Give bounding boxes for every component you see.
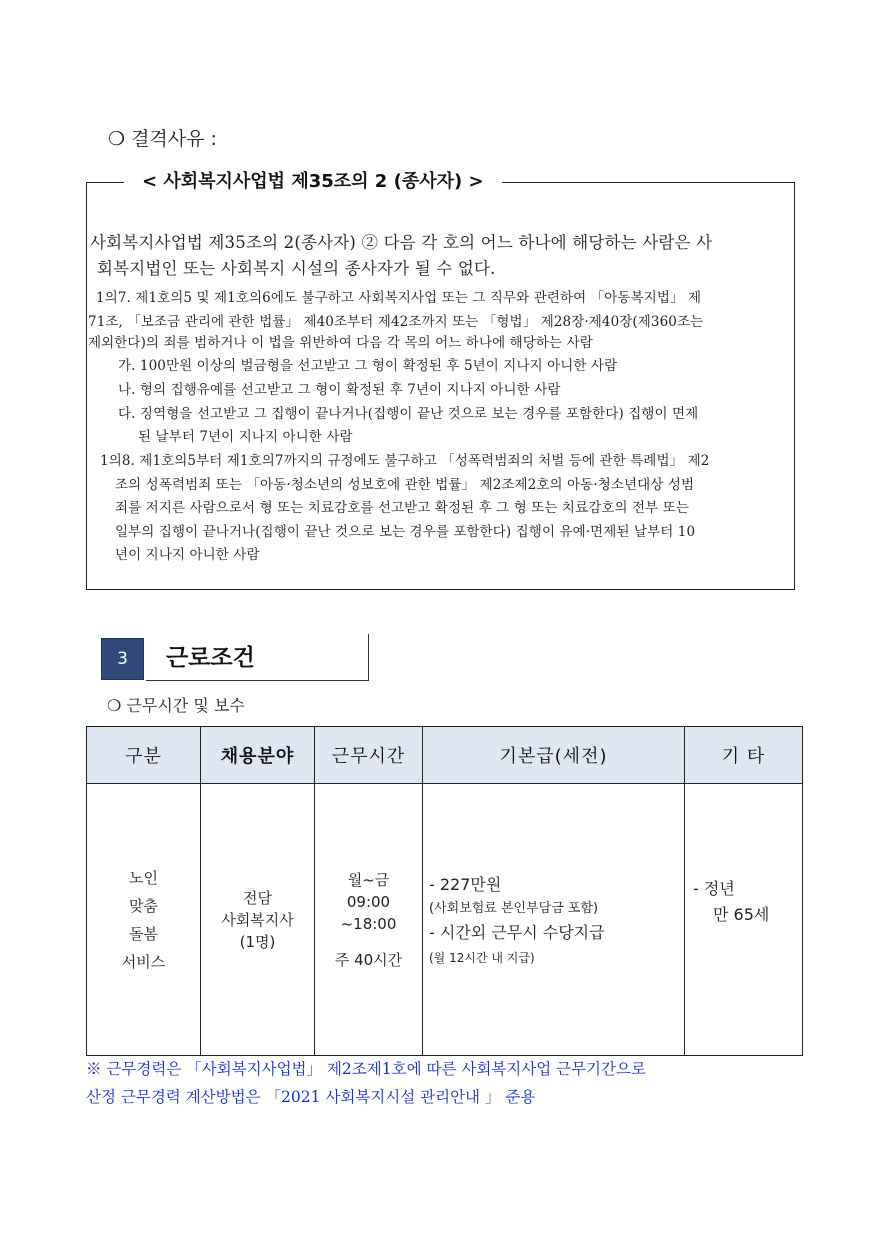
- etc-line: - 정년: [693, 879, 735, 898]
- pay-overtime-note: (월 12시간 내 지급): [429, 950, 535, 965]
- hours-line: ~18:00: [340, 914, 397, 933]
- item7-line-2: 71조, 「보조금 관리에 관한 법률」 제40조부터 제42조까지 또는 「형법」 제28장·제40장(제360조는: [88, 314, 704, 330]
- hours-line: 주 40시간: [334, 950, 403, 969]
- work-hours-heading: ❍ 근무시간 및 보수: [107, 696, 245, 715]
- pay-overtime: - 시간외 근무시 수당지급: [429, 922, 605, 942]
- law-box-title: < 사회복지사업법 제35조의 2 (종사자) >: [124, 168, 502, 196]
- lead-line-1: 사회복지사업법 제35조의 2(종사자) ② 다음 각 호의 어느 하나에 해당하는 사람은 사: [90, 233, 713, 252]
- section-title: 근로조건: [166, 645, 255, 671]
- header-field: 채용분야: [201, 727, 315, 784]
- etc-line: 만 65세: [713, 905, 770, 924]
- cell-etc: [685, 784, 803, 1056]
- lead-line-2: 회복지법인 또는 사회복지 시설의 종사자가 될 수 없다.: [97, 259, 496, 278]
- pay-base-note: (사회보험료 본인부담금 포함): [429, 900, 599, 916]
- header-pay: 기본급(세전): [423, 727, 685, 784]
- sub-item-na: 나. 형의 집행유예를 선고받고 그 형이 확정된 후 7년이 지나지 아니한 사람: [118, 382, 561, 398]
- section-title-divider-vertical: [368, 634, 369, 681]
- item8-line-1: 1의8. 제1호의5부터 제1호의7까지의 규정에도 불구하고 「성폭력범죄의 처벌 등에 관한 특례법」 제2: [100, 453, 710, 469]
- hours-line: 월~금: [347, 870, 390, 889]
- field-line: 사회복지사: [221, 910, 294, 929]
- disqualification-heading: ❍ 결격사유 :: [108, 128, 217, 150]
- item7-line-1: 1의7. 제1호의5 및 제1호의6에도 불구하고 사회복지사업 또는 그 직무와 관련하여 「아동복지법」 제: [96, 290, 702, 306]
- career-note-line-2: 산정 근무경력 계산방법은 「2021 사회복지시설 관리안내 」 준용: [86, 1088, 536, 1106]
- item8-line-4: 일부의 집행이 끝나거나(집행이 끝난 것으로 보는 경우를 포함한다) 집행이 유예·면제된 날부터 10: [115, 524, 696, 540]
- cell-field: [201, 784, 315, 1056]
- pay-base: - 227만원: [429, 874, 502, 894]
- header-etc: 기 타: [685, 727, 803, 784]
- category-line: 맞춤: [129, 896, 158, 915]
- section-number-badge: 3: [101, 638, 144, 680]
- table-row: [87, 784, 803, 1056]
- hours-spacer: [315, 935, 422, 949]
- field-line: 전담: [243, 888, 272, 907]
- category-line: 돌봄: [129, 924, 158, 943]
- item7-line-3: 제외한다)의 죄를 범하거나 이 법을 위반하여 다음 각 목의 어느 하나에 해당하는 사람: [88, 335, 593, 351]
- career-note-line-1: ※ 근무경력은 「사회복지사업법」 제2조제1호에 따른 사회복지사업 근무기간으로: [86, 1060, 646, 1078]
- section-title-divider-horizontal: [146, 680, 369, 681]
- sub-item-da-line-1: 다. 징역형을 선고받고 그 집행이 끝나거나(집행이 끝난 것으로 보는 경우를 포함한다) 집행이 면제: [118, 406, 699, 422]
- hours-line: 09:00: [346, 892, 391, 911]
- category-line: 노인: [129, 868, 158, 887]
- table-header-row: [87, 727, 803, 784]
- category-line: 서비스: [121, 952, 166, 971]
- cell-pay: [423, 784, 685, 1056]
- cell-category: [87, 784, 201, 1056]
- item8-line-5: 년이 지나지 아니한 사람: [115, 547, 260, 563]
- sub-item-ga: 가. 100만원 이상의 벌금형을 선고받고 그 형이 확정된 후 5년이 지나지 아니한 사람: [118, 358, 618, 374]
- item8-line-2: 조의 성폭력범죄 또는 「아동·청소년의 성보호에 관한 법률」 제2조제2호의 아동·청소년대상 성범: [115, 477, 695, 493]
- field-line: (1명): [239, 932, 276, 951]
- header-category: 구분: [87, 727, 201, 784]
- sub-item-da-line-2: 된 날부터 7년이 지나지 아니한 사람: [138, 429, 353, 445]
- working-conditions-table: [86, 726, 803, 1056]
- cell-hours: [315, 784, 423, 1056]
- item8-line-3: 죄를 저지른 사람으로서 형 또는 치료감호를 선고받고 확정된 후 그 형 또는 치료감호의 전부 또는: [115, 500, 689, 516]
- header-hours: 근무시간: [315, 727, 423, 784]
